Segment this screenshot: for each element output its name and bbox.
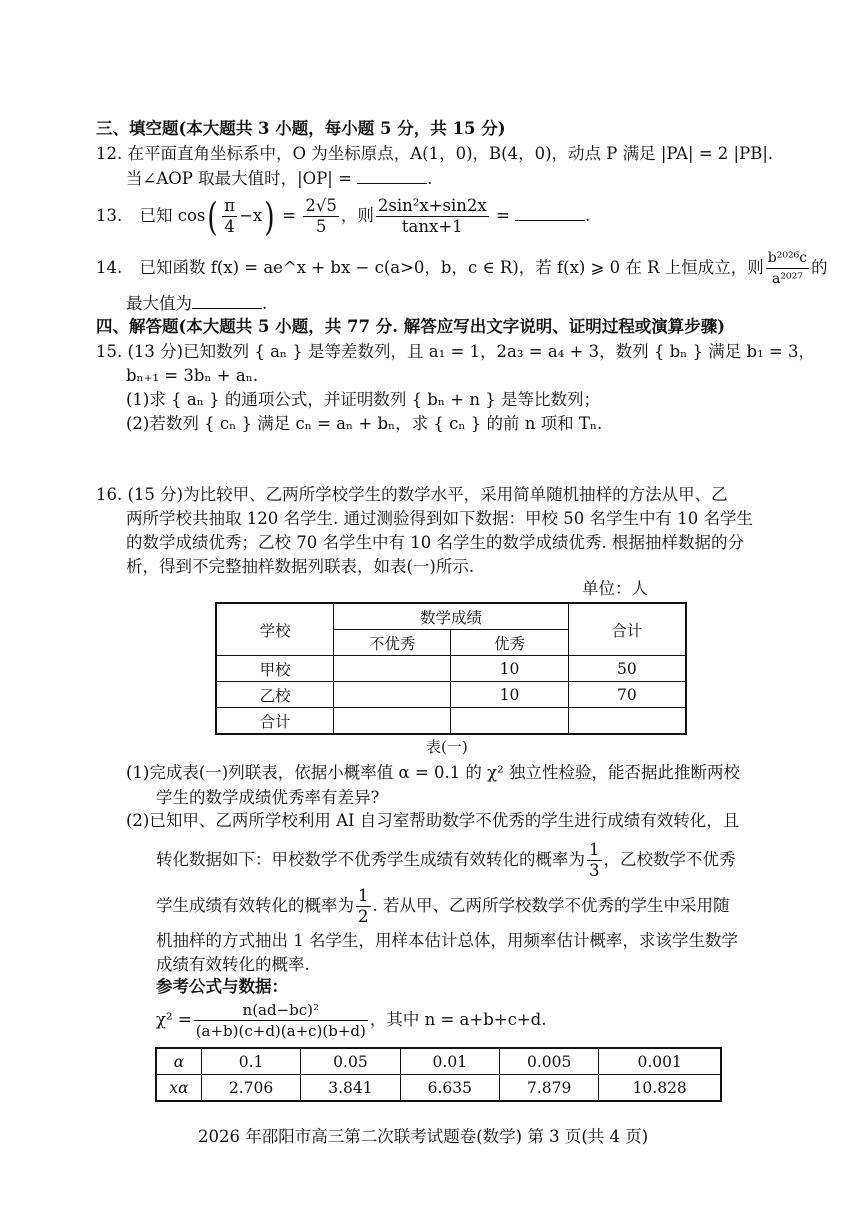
q16-frac2-den: 2: [358, 907, 369, 926]
table1-header-score: 数学成绩: [334, 603, 568, 630]
q16-p2-line4: 机抽样的方式抽出 1 名学生，用样本估计总体，用频率估计概率，求该学生数学: [156, 931, 738, 950]
q13-frac2-num: 2√5: [305, 196, 337, 215]
table2-cell: 0.01: [400, 1048, 499, 1075]
q14-frac: [766, 248, 809, 289]
q16-p2-line3-pre: 学生成绩有效转化的概率为: [156, 896, 354, 915]
q15-line4: (2)若数列 { cₙ } 满足 cₙ = aₙ + bₙ，求 { cₙ } 的前 n 项和 Tₙ.: [126, 414, 603, 433]
q13-frac3-num: 2sin²x+sin2x: [377, 196, 487, 215]
q16-p2-line2: [156, 838, 736, 882]
q13-mid: ，则: [340, 206, 374, 225]
q13-frac1-den: 4: [224, 217, 235, 236]
q12-line1: 12. 在平面直角坐标系中，O 为坐标原点，A(1，0)，B(4，0)，动点 P 满足 |PA| = 2 |PB|.: [96, 144, 774, 163]
q14-after: 的: [811, 258, 828, 277]
table1-cell: 甲校: [216, 656, 334, 682]
table2-cell: 7.879: [500, 1075, 599, 1102]
table1-header-total: 合计: [568, 603, 686, 656]
q16-p2-line5: 成绩有效转化的概率.: [156, 955, 310, 974]
q16-p2-line1: (2)已知甲、乙两所学校利用 AI 自习室帮助数学不优秀的学生进行成绩有效转化，且: [126, 811, 740, 830]
table1-cell: [334, 656, 451, 682]
q14-line2-text: 最大值为: [126, 294, 192, 313]
table1-cell: 10: [451, 682, 568, 708]
table1-cell: 50: [568, 656, 686, 682]
table1-header-good: 优秀: [451, 630, 568, 656]
table2-cell: 3.841: [301, 1075, 400, 1102]
table2-head-alpha: α: [156, 1048, 201, 1075]
q13-paren-close: ): [264, 194, 275, 239]
q13-eq: =: [282, 206, 297, 225]
table2-cell: 10.828: [599, 1075, 721, 1102]
q14-text: 已知函数 f(x) = ae^x + bx − c(a>0，b，c ∈ R)，若 f(x) ⩾ 0 在 R 上恒成立，则: [139, 258, 764, 277]
q13-frac1: [222, 196, 237, 237]
q12-line2: [126, 167, 432, 190]
q16-p2-line3-post: . 若从甲、乙两所学校数学不优秀的学生中采用随: [372, 896, 730, 915]
table1-header-school: 学校: [216, 603, 334, 656]
table2-head-x-alpha: xα: [156, 1075, 201, 1102]
table-row: [156, 1048, 721, 1075]
q13-line: [96, 196, 590, 237]
q16-line3: 的数学成绩优秀；乙校 70 名学生中有 10 名学生的数学成绩优秀. 根据抽样数据的分: [126, 533, 744, 552]
q12-end: .: [427, 169, 433, 188]
table2-cell: 0.05: [301, 1048, 400, 1075]
table1-cell: 乙校: [216, 682, 334, 708]
q16-line4: 析，得到不完整抽样数据列联表，如表(一)所示.: [126, 557, 475, 576]
q13-frac2: [303, 196, 339, 237]
q13-answer-blank: [515, 204, 585, 221]
q14-line1: [96, 248, 828, 289]
table1-cell: [334, 708, 451, 735]
q13-frac2-den: 5: [315, 217, 327, 236]
table2-cell: 0.001: [599, 1048, 721, 1075]
table1-cell: [451, 708, 568, 735]
q13-pre: 已知 cos: [139, 206, 206, 225]
contingency-table: [215, 602, 687, 735]
table1-cell: 70: [568, 682, 686, 708]
table1-caption: 表(一): [426, 738, 468, 756]
page-footer: 2026 年邵阳市高三第二次联考试题卷(数学) 第 3 页(共 4 页): [198, 1127, 649, 1146]
formula-tail: ，其中 n = a+b+c+d.: [369, 1010, 547, 1029]
q16-line1: 16. (15 分)为比较甲、乙两所学校学生的数学水平，采用简单随机抽样的方法从甲、乙: [96, 485, 728, 504]
table-row: [156, 1075, 721, 1102]
q16-frac1-num: 1: [589, 840, 600, 859]
q15-line1: 15. (13 分)已知数列 { aₙ } 是等差数列，且 a₁ = 1，2a₃ = a₄ + 3，数列 { bₙ } 满足 b₁ = 3，: [96, 342, 815, 361]
section-4-title: 四、解答题(本大题共 5 小题，共 77 分. 解答应写出文字说明、证明过程或演算步骤): [96, 317, 726, 336]
table-row: [216, 708, 686, 735]
q14-num: 14.: [96, 258, 123, 277]
q16-frac1-den: 3: [589, 861, 600, 880]
q14-frac-den: a²⁰²⁷: [772, 271, 803, 287]
q13-frac3: [376, 196, 489, 237]
q14-frac-num: b²⁰²⁶c: [766, 248, 809, 269]
section-3-title: 三、填空题(本大题共 3 小题，每小题 5 分，共 15 分): [96, 119, 506, 138]
q15-line2: bₙ₊₁ = 3bₙ + aₙ.: [126, 366, 259, 385]
q16-frac-1-2: [356, 886, 371, 927]
q13-num: 13.: [96, 206, 123, 225]
q14-answer-blank: [192, 292, 262, 309]
table2-cell: 0.1: [201, 1048, 300, 1075]
q16-p2-line2-post: ，乙校数学不优秀: [603, 850, 736, 869]
formula-den: (a+b)(c+d)(a+c)(b+d): [195, 1022, 366, 1040]
q16-p2-line2-pre: 转化数据如下：甲校数学不优秀学生成绩有效转化的概率为: [156, 850, 585, 869]
q16-ref-title: 参考公式与数据：: [156, 977, 288, 996]
table2-cell: 2.706: [201, 1075, 300, 1102]
q15-line3: (1)求 { aₙ } 的通项公式，并证明数列 { bₙ + n } 是等比数列；: [126, 390, 600, 409]
q12-answer-blank: [357, 167, 427, 184]
critical-value-table: [155, 1047, 722, 1102]
formula-frac: [194, 1000, 368, 1041]
q14-line2: [126, 292, 267, 315]
q13-eq2: =: [495, 206, 510, 225]
q14-end: .: [262, 294, 268, 313]
q16-frac2-num: 1: [358, 886, 369, 905]
chi-square-formula: [156, 1000, 547, 1041]
table1-cell: 10: [451, 656, 568, 682]
q13-minus-x: −x: [239, 206, 263, 225]
q16-p2-line3: [156, 884, 730, 928]
q13-end: .: [585, 206, 591, 225]
table1-header-not-good: 不优秀: [334, 630, 451, 656]
q13-paren-open: (: [207, 194, 218, 239]
q16-p1-line2: 学生的数学成绩优秀率有差异?: [156, 788, 380, 807]
table2-cell: 6.635: [400, 1075, 499, 1102]
q16-line2: 两所学校共抽取 120 名学生. 通过测验得到如下数据：甲校 50 名学生中有 10 名学生: [126, 509, 753, 528]
q16-p1-line1: (1)完成表(一)列联表，依据小概率值 α = 0.1 的 χ² 独立性检验，能否据此推断两校: [126, 763, 741, 782]
table1-cell: [568, 708, 686, 735]
q16-frac-1-3: [587, 840, 602, 881]
formula-lhs: χ² =: [156, 1010, 192, 1029]
table1-cell: 合计: [216, 708, 334, 735]
table2-cell: 0.005: [500, 1048, 599, 1075]
q16-unit: 单位：人: [582, 579, 648, 598]
q12-text: 当∠AOP 取最大值时，|OP| =: [126, 169, 352, 188]
q13-frac1-num: π: [224, 196, 236, 215]
table-row: [216, 682, 686, 708]
q13-frac3-den: tanx+1: [401, 217, 463, 236]
table1-cell: [334, 682, 451, 708]
formula-num: n(ad−bc)²: [194, 1000, 368, 1021]
table-row: [216, 656, 686, 682]
